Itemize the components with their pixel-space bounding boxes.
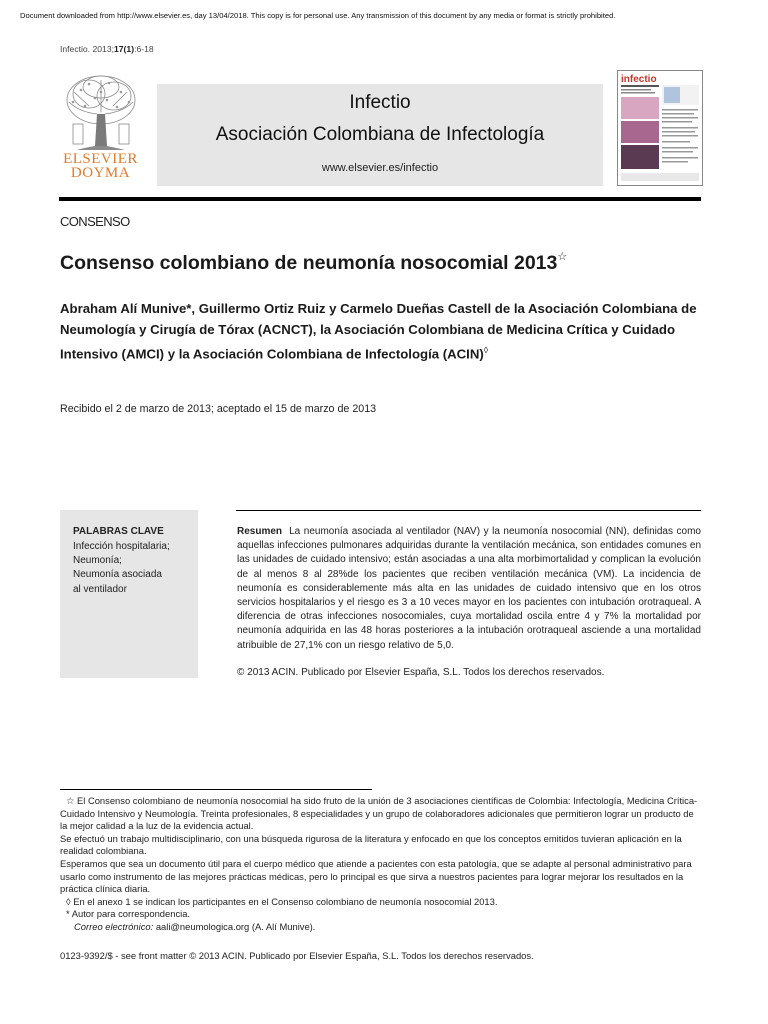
download-notice: Document downloaded from http://www.elsevier.es, day 13/04/2018. This copy is for personal use. Any transmission of this document by any media or format is strictly prohibited. <box>20 11 616 20</box>
abstract-copyright: © 2013 ACIN. Publicado por Elsevier España, S.L. Todos los derechos reservados. <box>237 667 605 678</box>
journal-title: Infectio <box>349 92 411 113</box>
cover-title: infectio <box>621 74 657 85</box>
cover-image-icon <box>618 71 702 185</box>
footnote-annex: ◊ En el anexo 1 se indican los participantes en el Consenso colombiano de neumonía nosocomial 2013. <box>66 895 498 907</box>
footnote-divider <box>60 789 372 790</box>
publisher-name <box>59 152 142 180</box>
issn-line: 0123-9392/$ - see front matter © 2013 ACIN. Publicado por Elsevier España, S.L. Todos los derechos reservados. <box>60 950 534 961</box>
journal-society: Asociación Colombiana de Infectología <box>215 124 545 145</box>
elsevier-tree-icon <box>59 72 142 152</box>
journal-citation <box>60 44 154 54</box>
journal-url[interactable]: www.elsevier.es/infectio <box>321 162 439 174</box>
citation-volume: 17(1) <box>114 44 135 54</box>
author-list <box>60 298 700 364</box>
journal-cover-thumbnail <box>617 70 703 186</box>
footnote-paragraph: Se efectuó un trabajo multidisciplinario, con una búsqueda rigurosa de la literatura y enfocado en que los conceptos emitidos tuvieran aplicación en la realidad colombiana. <box>60 832 682 857</box>
footnote-email <box>60 921 702 934</box>
publisher-name-line2: DOYMA <box>70 165 131 181</box>
email-address[interactable]: aali@neumologica.org (A. Alí Munive). <box>155 920 316 932</box>
publisher-name-line1: ELSEVIER <box>63 151 138 167</box>
abstract-label: Resumen <box>237 526 283 537</box>
keyword-item: Infección hospitalaria; <box>73 541 170 552</box>
abstract-divider <box>236 510 701 511</box>
footnotes <box>60 795 702 934</box>
elsevier-logo <box>59 72 142 184</box>
footnote-corresponding: * Autor para correspondencia. <box>66 908 191 920</box>
email-label: Correo electrónico: <box>74 920 154 932</box>
footnote-star: ☆ El Consenso colombiano de neumonía nosocomial ha sido fruto de la unión de 3 asociaciones científicas de Colombia: Infectología, Medicina Crítica-Cuidado Intensivo y Neumología. Treinta profesionales, 8 especialidades y un grupo de colaboradores adicionales que permitieron lograr un producto de la mejor calidad a la luz de la evidencia actual. <box>60 795 698 832</box>
keywords-list <box>73 540 170 597</box>
received-dates: Recibido el 2 de marzo de 2013; aceptado el 15 de marzo de 2013 <box>60 403 377 415</box>
article-title <box>60 252 567 275</box>
author-list-text: Abraham Alí Munive*, Guillermo Ortiz Ruiz y Carmelo Dueñas Castell de la Asociación Colombiana de Neumología y Cirugía de Tórax (ACNCT), la Asociación Colombiana de Medicina Crítica y Cuidado Intensivo (AMCI) y la Asociación Colombiana de Infectología (ACIN) <box>60 301 697 362</box>
title-footnote-mark[interactable]: ☆ <box>557 251 568 263</box>
keyword-item: al ventilador <box>73 583 127 595</box>
abstract <box>237 525 701 653</box>
section-label: CONSENSO <box>60 214 130 229</box>
citation-prefix: Infectio. 2013; <box>60 44 114 54</box>
keywords-title: PALABRAS CLAVE <box>73 526 164 537</box>
keyword-item: Neumonía; <box>73 555 122 567</box>
journal-banner <box>157 84 603 186</box>
keyword-item: Neumonía asociada <box>73 569 162 581</box>
citation-pages: :6-18 <box>134 44 154 54</box>
header-divider <box>59 197 701 201</box>
footnote-paragraph: Esperamos que sea un documento útil para el cuerpo médico que atiende a pacientes con esta patología, que se adapte al personal administrativo para usarlo como instrumento de las mejores prácticas médicas, pero lo principal es que sirva a nuestros pacientes para lograr mejorar los resultados en la práctica clínica diaria. <box>60 857 692 895</box>
keywords-box <box>60 510 198 678</box>
abstract-text: La neumonía asociada al ventilador (NAV) y la neumonía nosocomial (NN), definidas como aquellas infecciones pulmonares adquiridas durante la ventilación mecánica, son entidades comunes en las unidades de cuidado intensivo; están asociadas a una alta morbimortalidad y complican la evolución de al menos 8 al 28%de los pacientes que reciben ventilación mecánica (VM). La incidencia de neumonía es considerablemente más alta en las unidades de cuidado intensivo que en los otros servicios hospitalarios y el riesgo es 3 a 10 veces mayor en los pacientes con intubación orotraqueal. A diferencia de otras infecciones nosocomiales, cuya mortalidad oscila entre 4 y 7% la mortalidad por neumonía adquirida en las 48 horas posteriores a la intubación orotraqueal asciende a una mortalidad atribuible de 27,1% con un riesgo relativo de 5,0. <box>237 526 701 651</box>
article-title-text: Consenso colombiano de neumonía nosocomial 2013 <box>60 252 558 274</box>
authors-footnote-mark[interactable]: ◊ <box>483 345 489 355</box>
